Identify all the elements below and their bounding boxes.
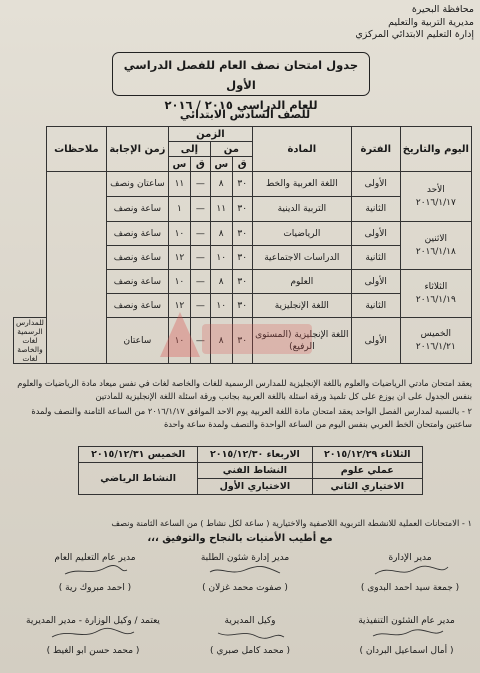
subject-cell: العلوم: [252, 270, 351, 294]
title-line-2: للعام الدراسي ٢٠١٥ / ٢٠١٦: [164, 98, 318, 112]
day-cell: [400, 270, 471, 318]
watermark-logo: [140, 302, 340, 362]
day-date: ٢٠١٦/١/١٧: [415, 197, 456, 208]
activity-day-2: الاربعاء ٢٠١٥/١٢/٣٠: [198, 447, 312, 463]
from-q-cell: ٣٠: [232, 270, 252, 294]
to-s-cell: ١٠: [169, 222, 191, 246]
day-date: ٢٠١٦/١/١٨: [415, 246, 456, 257]
answer-cell: ساعة ونصف: [106, 246, 168, 270]
header-from-s: س: [210, 157, 232, 172]
signature-name: ( صفوت محمد غزلان ): [202, 583, 288, 593]
signature-undersecretary-block: [8, 615, 178, 657]
activity-cell: عملي علوم: [312, 463, 422, 479]
to-s-cell: ١٢: [169, 246, 191, 270]
to-q-cell: —: [190, 294, 210, 318]
from-q-cell: ٣٠: [232, 318, 252, 364]
day-name: الاثنين: [424, 233, 448, 244]
handwritten-signature: [370, 564, 450, 578]
day-cell: [400, 222, 471, 270]
header-from-q: ق: [232, 157, 252, 172]
notes-cell: [46, 172, 106, 364]
from-s-cell: ٨: [210, 270, 232, 294]
activity-day-3: الخميس ٢٠١٥/١٢/٣١: [79, 447, 198, 463]
activity-cell: الاختياري الثاني: [312, 479, 422, 495]
subject-cell: الرياضيات: [252, 222, 351, 246]
header-notes: ملاحظات: [46, 127, 106, 172]
activity-cell: النشاط الرياضي: [79, 463, 198, 495]
header-subject: المادة: [252, 127, 351, 172]
signature-students-affairs-block: [180, 552, 310, 594]
from-s-cell: ٨: [210, 172, 232, 197]
header-time: الزمن: [169, 127, 253, 142]
from-s-cell: ١١: [210, 197, 232, 222]
signature-title: يعتمد / وكيل الوزارة - مدير المديرية: [26, 616, 160, 626]
signature-title: مدير عام الشئون التنفيذية: [358, 616, 455, 626]
answer-cell: ساعة ونصف: [106, 294, 168, 318]
subject-cell: اللغة الإنجليزية (المستوى الرفيع): [252, 318, 351, 364]
signature-deputy-directorate-block: [190, 615, 310, 657]
from-q-cell: ٣٠: [232, 246, 252, 270]
subject-cell: اللغة الإنجليزية: [252, 294, 351, 318]
to-s-cell: ١٠: [169, 318, 191, 364]
table-header-row: [14, 127, 472, 142]
ministry-header: [355, 4, 474, 42]
signature-title: مدير إدارة شئون الطلبة: [200, 553, 290, 563]
to-s-cell: ١٠: [169, 270, 191, 294]
signature-director-block: [350, 552, 470, 594]
day-cell: [400, 318, 471, 364]
to-s-cell: ١: [169, 197, 191, 222]
period-cell: الثانية: [351, 246, 400, 270]
day-name: الثلاثاء: [424, 281, 448, 292]
signature-title: مدير الإدارة: [388, 553, 432, 563]
header-from: من: [210, 142, 252, 157]
table-row: [79, 447, 423, 463]
signature-name: ( أمال اسماعيل البردان ): [359, 646, 454, 656]
signature-name: ( محمد كامل صبري ): [209, 646, 291, 656]
header-to-s: س: [169, 157, 191, 172]
handwritten-signature: [210, 627, 290, 641]
day-date: ٢٠١٦/١/٢١: [415, 341, 456, 352]
answer-cell: ساعة ونصف: [106, 222, 168, 246]
from-q-cell: ٣٠: [232, 294, 252, 318]
handwritten-signature: [48, 627, 138, 641]
subject-cell: اللغة العربية والخط: [252, 172, 351, 197]
note-1-line-1: يعقد امتحان مادتي الرياضيات والعلوم باللغة الإنجليزية للمدارس الرسمية للغات والخاصة لغات في نفس ميعاد مادة الرياضيات والعلوم: [17, 378, 472, 388]
to-q-cell: —: [190, 270, 210, 294]
header-answer-time: زمن الإجابة: [106, 127, 168, 172]
activity-schedule-table: [78, 446, 423, 495]
answer-cell: ساعتان ونصف: [106, 172, 168, 197]
to-q-cell: —: [190, 222, 210, 246]
subject-cell: التربية الدينية: [252, 197, 351, 222]
header-to: إلى: [169, 142, 211, 157]
period-cell: الأولى: [351, 172, 400, 197]
handwritten-signature: [205, 564, 285, 578]
table-row: [14, 172, 472, 197]
note-1-line-2: بنفس الجدول على ان يوزع على كل تلميذ ورقة اسئلة باللغة العربية بجانب ورقة اسئلة اللغة الإنجليزية للمادتين: [95, 391, 472, 401]
from-s-cell: ٨: [210, 318, 232, 364]
answer-cell: ساعة ونصف: [106, 197, 168, 222]
activity-day-1: الثلاثاء ٢٠١٥/١٢/٢٩: [312, 447, 422, 463]
signature-name: ( جمعة سيد احمد البدوى ): [360, 583, 460, 593]
day-date: ٢٠١٦/١/١٩: [415, 294, 456, 305]
to-q-cell: —: [190, 246, 210, 270]
to-s-cell: ١١: [169, 172, 191, 197]
activity-cell: الاختياري الأول: [198, 479, 312, 495]
header-day-date: اليوم والتاريخ: [400, 127, 471, 172]
note-2-line-2: ساعتين وامتحان الخط العربي بنفس اليوم من الساعة الواحدة والنصف ولمدة ساعة واحدة: [163, 419, 472, 429]
note-2-line-1: ٢ - بالنسبة لمدارس الفصل الواحد يعقد امتحان مادة اللغة العربية يوم الاحد الموافق ٢٠١٦/١/١٧ من الساعة الثامنة والنصف ولمدة: [31, 406, 472, 416]
day-name: الخميس: [420, 328, 452, 339]
period-cell: الأولى: [351, 318, 400, 364]
day-name: الأحد: [426, 184, 445, 195]
period-cell: الأولى: [351, 270, 400, 294]
to-s-cell: ١٢: [169, 294, 191, 318]
signature-title: وكيل المديرية: [224, 616, 276, 626]
period-cell: الثانية: [351, 294, 400, 318]
from-q-cell: ٣٠: [232, 172, 252, 197]
day-cell: [400, 172, 471, 222]
document-title-box: [112, 52, 370, 112]
header-to-q: ق: [190, 157, 210, 172]
header-line-3: إدارة التعليم الابتدائي المركزي: [355, 29, 474, 40]
from-s-cell: ٨: [210, 222, 232, 246]
signature-executive-affairs-block: [339, 615, 474, 657]
table-row: [79, 463, 423, 479]
from-s-cell: ١٠: [210, 294, 232, 318]
answer-cell: ساعة ونصف: [106, 270, 168, 294]
answer-cell: ساعتان: [106, 318, 168, 364]
grade-subtitle: للصف السادس الابتدائي: [179, 108, 311, 121]
period-cell: الأولى: [351, 222, 400, 246]
from-q-cell: ٣٠: [232, 197, 252, 222]
header-period: الفترة: [351, 127, 400, 172]
period-cell: الثانية: [351, 197, 400, 222]
subject-cell: الدراسات الاجتماعية: [252, 246, 351, 270]
header-line-2: مديرية التربية والتعليم: [388, 16, 474, 28]
to-q-cell: —: [190, 197, 210, 222]
to-q-cell: —: [190, 318, 210, 364]
activity-cell: النشاط الفني: [198, 463, 312, 479]
handwritten-signature: [55, 564, 135, 578]
title-line-1: جدول امتحان نصف العام للفصل الدراسي الأول: [123, 58, 359, 92]
note-3: ١ - الامتحانات العملية للانشطة التربوية اللاصفية والاختيارية ( ساعة لكل نشاط ) من الساعة الثامنة ونصف: [111, 518, 472, 528]
wishes-line: مع أطيب الأمنيات بالنجاح والتوفيق ،،،: [147, 533, 333, 544]
notes-cell-languages: للمدارس الرسمية لغات والخاصة لغات: [14, 318, 47, 364]
from-s-cell: ١٠: [210, 246, 232, 270]
from-q-cell: ٣٠: [232, 222, 252, 246]
to-q-cell: —: [190, 172, 210, 197]
signature-title: مدير عام التعليم العام: [54, 553, 136, 563]
signature-general-education-block: [30, 552, 160, 594]
signature-name: ( محمد حسن ابو الغيط ): [46, 646, 140, 656]
header-line-1: محافظة البحيرة: [411, 4, 474, 15]
signature-name: ( احمد مبروك رية ): [58, 583, 132, 593]
handwritten-signature: [367, 627, 447, 641]
